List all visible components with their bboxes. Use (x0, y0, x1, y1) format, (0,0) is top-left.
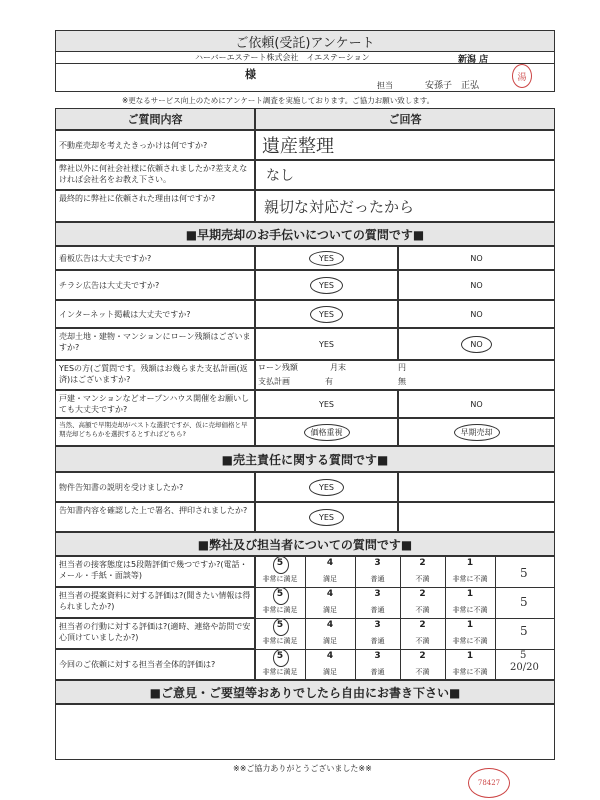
scale-label: 不満 (415, 575, 430, 583)
yes-cell (255, 472, 398, 502)
yes-cell (255, 502, 398, 532)
scale-label: 非常に不満 (452, 575, 488, 583)
question-cell: 最終的に弊社に依頼された理由は何ですか? (55, 190, 255, 222)
loan-month-label: 月末 (330, 363, 346, 372)
scale-label: 非常に不満 (452, 668, 488, 676)
question-cell: 担当者の提案資料に対する評価は?(聞きたい情報は得られましたか?) (55, 587, 255, 618)
question-cell: 担当者の接客態度は5段階評価で幾つですか?(電話・メール・手紙・面談等) (55, 556, 255, 587)
score-4: 4 (326, 651, 334, 661)
question-cell: 不動産売却を考えたきっかけは何ですか? (55, 130, 255, 160)
staff-label: 担当 (377, 81, 393, 90)
scale-label: 満足 (323, 668, 337, 676)
plan-no-label: 無 (398, 377, 406, 386)
question-cell: 物件告知書の説明を受けましたか? (55, 472, 255, 502)
selected-score-circle (273, 587, 289, 605)
question-cell: 売却土地・建物・マンションにローン残額はございますか? (55, 328, 255, 360)
selected-answer-circle: NO (461, 336, 491, 353)
answer-column-header: ご回答 (255, 108, 555, 130)
scale-label: 非常に満足 (262, 606, 298, 614)
score-4: 4 (326, 558, 334, 568)
selected-score-circle (273, 649, 289, 667)
no-cell (398, 328, 555, 360)
early-sale-cell (398, 418, 555, 446)
scale-label: 普通 (370, 668, 385, 676)
scale-label: 非常に満足 (262, 637, 298, 645)
score-2: 2 (419, 620, 426, 630)
footer-thanks: ※※ご協力ありがとうございました※※ (233, 764, 372, 773)
payment-plan-label: 支払計画 (258, 377, 290, 386)
handwritten-total: 20/20 (510, 662, 539, 673)
section-title: ■弊社及び担当者についての質問です■ (55, 532, 555, 556)
scale-label: 非常に不満 (452, 606, 488, 614)
score-1: 1 (466, 620, 474, 630)
plan-yes-label: 有 (325, 377, 333, 386)
score-3: 3 (374, 558, 381, 568)
selected-answer-circle: YES (309, 509, 344, 526)
score-1: 1 (466, 558, 474, 568)
handwritten-score: 5 (520, 650, 527, 661)
scale-label: 普通 (370, 637, 385, 645)
no-cell: NO (398, 246, 555, 270)
question-cell: チラシ広告は大丈夫ですか? (55, 270, 255, 300)
selected-answer-circle: YES (310, 306, 343, 323)
question-cell: 戸建・マンションなどオープンハウス開催をお願いしても大丈夫ですか? (55, 390, 255, 418)
yes-cell: YES (255, 328, 398, 360)
score-2: 2 (419, 589, 426, 599)
selected-answer-circle: 価格重視 (304, 424, 350, 441)
score-2: 2 (419, 651, 426, 661)
no-cell: NO (398, 270, 555, 300)
answer-cell: 遺産整理 (255, 130, 555, 160)
survey-notice: ※更なるサービス向上のためにアンケート調査を実施しております。ご協力お願い致します。 (122, 96, 435, 105)
question-cell: 当然、高額で早期売却がベストな選択ですが、仮に売却価格と早期売却どちらかを選択するとすればどちら? (55, 418, 255, 446)
answer-cell: 親切な対応だったから (255, 190, 555, 222)
yes-cell (255, 270, 398, 300)
scale-label: 非常に不満 (452, 637, 488, 645)
yes-cell: YES (255, 390, 398, 418)
selected-answer-circle: YES (310, 277, 343, 294)
no-cell (398, 472, 555, 502)
score-1: 1 (466, 651, 474, 661)
score-5: 5 (276, 558, 284, 568)
handwritten-score: 5 (520, 624, 528, 638)
no-cell (398, 502, 555, 532)
staff-name: 安孫子 正弘 (425, 81, 480, 91)
score-4: 4 (326, 589, 334, 599)
loan-yen-label: 円 (398, 363, 406, 372)
no-cell: NO (398, 390, 555, 418)
survey-title: ご依頼(受託)アンケート (55, 30, 555, 52)
scale-label: 普通 (370, 606, 385, 614)
selected-answer-circle: 早期売却 (454, 424, 500, 441)
handwritten-score: 5 (520, 566, 528, 580)
score-3: 3 (374, 651, 381, 661)
score-5: 5 (276, 589, 284, 599)
scale-label: 普通 (370, 575, 385, 583)
question-cell: YESの方(ご質問です。残額はお幾らまた支払計画(返済)はございますか? (55, 360, 255, 390)
question-cell: 弊社以外に何社会社様に依頼されましたか?差支えなければ会社名をお教え下さい。 (55, 160, 255, 190)
honorific: 様 (245, 68, 256, 81)
score-2: 2 (419, 558, 426, 568)
question-cell: 今回のご依頼に対する担当者全体的評価は? (55, 649, 255, 680)
scale-label: 非常に満足 (262, 668, 298, 676)
question-cell: インターネット掲載は大丈夫ですか? (55, 300, 255, 328)
question-column-header: ご質問内容 (55, 108, 255, 130)
loan-balance-label: ローン残額 (258, 363, 298, 372)
question-cell: 告知書内容を確認した上で署名、押印されましたか? (55, 502, 255, 532)
seal-stamp: 湯 (512, 64, 532, 88)
answer-cell: なし (255, 160, 555, 190)
question-cell: 看板広告は大丈夫ですか? (55, 246, 255, 270)
selected-answer-circle: YES (309, 251, 344, 266)
price-priority-cell (255, 418, 398, 446)
selected-score-circle (273, 618, 289, 636)
scale-label: 満足 (323, 575, 337, 583)
scale-label: 不満 (415, 668, 430, 676)
score-4: 4 (326, 620, 334, 630)
score-1: 1 (466, 589, 474, 599)
section-title: ■ご意見・ご要望等おありでしたら自由にお書き下さい■ (55, 680, 555, 704)
company-name: ハーバーエステート株式会社 イエステーション (195, 53, 370, 62)
scale-label: 満足 (323, 606, 337, 614)
question-cell: 担当者の行動に対する評価は?(適時、連絡や訪問で安心頂けていましたか?) (55, 618, 255, 649)
comment-box[interactable] (55, 704, 555, 760)
receipt-stamp: 78427 (468, 768, 510, 798)
section-title: ■売主責任に関する質問です■ (55, 446, 555, 472)
score-5: 5 (276, 620, 284, 630)
branch-name: 新潟 店 (458, 55, 489, 65)
scale-label: 不満 (415, 606, 430, 614)
score-5: 5 (276, 651, 284, 661)
yes-cell (255, 300, 398, 328)
scale-label: 非常に満足 (262, 575, 298, 583)
score-3: 3 (374, 620, 381, 630)
customer-row (55, 64, 555, 92)
selected-score-circle (273, 556, 289, 574)
no-cell: NO (398, 300, 555, 328)
scale-label: 不満 (415, 637, 430, 645)
handwritten-score: 5 (520, 595, 528, 609)
yes-cell (255, 246, 398, 270)
section-title: ■早期売却のお手伝いについての質問です■ (55, 222, 555, 246)
scale-label: 満足 (323, 637, 337, 645)
score-3: 3 (374, 589, 381, 599)
selected-answer-circle: YES (309, 479, 344, 496)
